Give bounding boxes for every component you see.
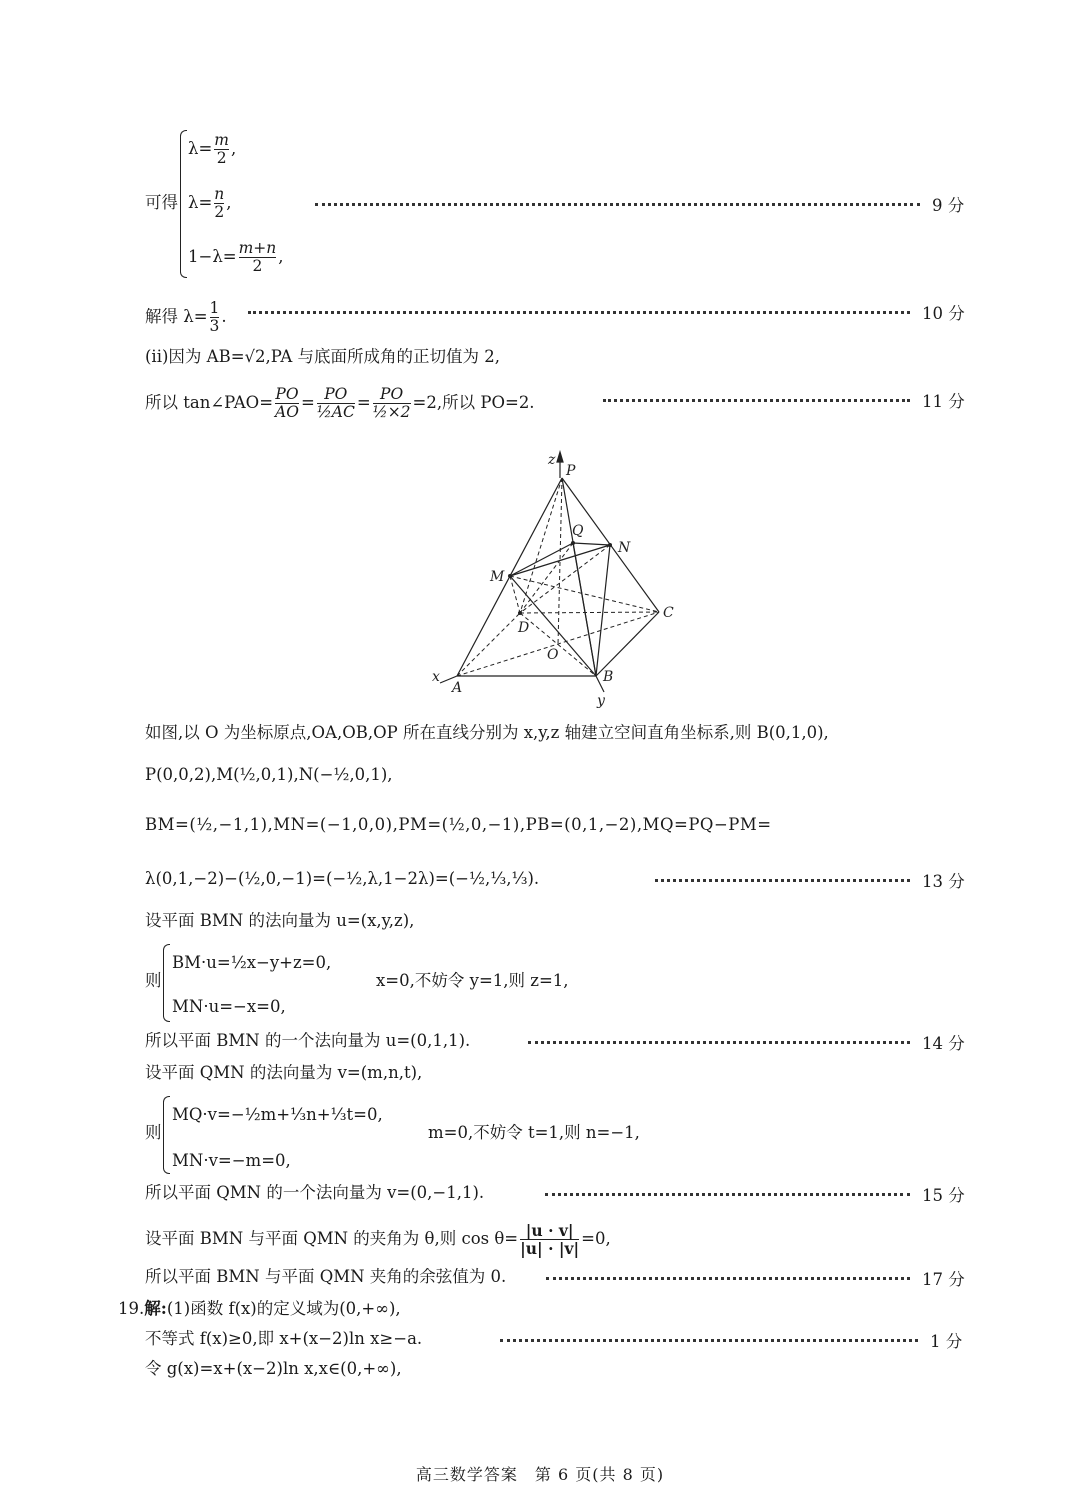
label-M: M [490, 569, 505, 585]
q19-line-1: 19.解:(1)函数 f(x)的定义域为(0,+∞), [118, 1299, 401, 1318]
label-z: z [548, 452, 556, 468]
edge-BQ [573, 543, 596, 676]
label-N: N [618, 540, 631, 556]
cos-line: 设平面 BMN 与平面 QMN 的夹角为 θ,则 cos θ= $\frac{|u \cdot v|}{|u| \cdot |v|}$ =0, [145, 1221, 611, 1258]
point-D [518, 611, 522, 615]
part-ii-line: (ii)因为 AB=√2,PA 与底面所成角的正切值为 2, [145, 347, 501, 366]
normal-v-result: 所以平面 QMN 的一个法向量为 v=(0,−1,1). [145, 1183, 485, 1202]
score-14: 14 分 [922, 1034, 965, 1053]
normal-v-tail: m=0,不妨令 t=1,则 n=−1, [428, 1123, 640, 1142]
label-Q: Q [572, 523, 584, 539]
label-x: x [432, 669, 440, 685]
vector-line-2: λ(0,1,−2)−(½,0,−1)=(−½,λ,1−2λ)=(−½,⅓,⅓). [145, 869, 540, 888]
normal-u-eq2: MN·u=−x=0, [172, 997, 286, 1016]
system-prefix: 可得 [145, 193, 178, 212]
point-N [608, 543, 612, 547]
score-17: 17 分 [922, 1270, 965, 1289]
label-C: C [663, 605, 674, 621]
then-label: 则 [145, 1123, 162, 1142]
coord-line: 如图,以 O 为坐标原点,OA,OB,OP 所在直线分别为 x,y,z 轴建立空间直角坐标系,则 B(0,1,0), [145, 723, 829, 742]
then-label: 则 [145, 971, 162, 990]
edge-DB [520, 613, 596, 676]
page-footer: 高三数学答案 第 6 页(共 8 页) [415, 1465, 665, 1484]
dot-leader [546, 1277, 910, 1280]
label-A: A [452, 680, 463, 696]
score-9: 9 分 [932, 196, 965, 215]
score-1: 1 分 [930, 1332, 963, 1351]
label-P: P [566, 463, 576, 479]
dot-leader [528, 1041, 910, 1044]
point-M [508, 574, 512, 578]
edge-QN [573, 543, 610, 545]
label-B: B [603, 669, 614, 685]
score-15: 15 分 [922, 1186, 965, 1205]
normal-u-eq1: BM·u=½x−y+z=0, [172, 953, 332, 972]
solve-line: 解得 λ= $\frac{1}{3}$ . [145, 299, 227, 335]
normal-u-tail: x=0,不妨令 y=1,则 z=1, [376, 971, 569, 990]
label-y: y [597, 693, 605, 709]
normal-u-result: 所以平面 BMN 的一个法向量为 u=(0,1,1). [145, 1031, 471, 1050]
edge-AD [457, 613, 520, 676]
point-Q [571, 541, 575, 545]
q19-line-2: 不等式 f(x)≥0,即 x+(x−2)ln x≥−a. [145, 1329, 423, 1348]
dot-leader [655, 879, 910, 882]
left-brace [163, 944, 170, 1022]
normal-v-eq2: MN·v=−m=0, [172, 1151, 291, 1170]
points-line: P(0,0,2),M(½,0,1),N(−½,0,1), [145, 765, 393, 784]
system-row-1: λ= $\frac{m}{2}$ , [188, 131, 237, 167]
normal-v-eq1: MQ·v=−½m+⅓n+⅓t=0, [172, 1105, 383, 1124]
label-D: D [518, 620, 530, 636]
score-13: 13 分 [922, 872, 965, 891]
system-row-2: λ= $\frac{n}{2}$ , [188, 185, 232, 221]
score-10: 10 分 [922, 304, 965, 323]
score-11: 11 分 [922, 392, 965, 411]
normal-v-setup: 设平面 QMN 的法向量为 v=(m,n,t), [145, 1063, 423, 1082]
edge-BN [596, 545, 610, 676]
tan-line: 所以 tan∠PAO= $\frac{PO}{AO}$ = $\frac{PO}{\text{½AC}}$ = $\frac{PO}{\text{½×2}}$ =2,所以 PO=2. [145, 385, 535, 421]
label-O: O [547, 647, 559, 663]
normal-u-setup: 设平面 BMN 的法向量为 u=(x,y,z), [145, 911, 415, 930]
z-arrow [557, 452, 563, 462]
dot-leader [545, 1193, 910, 1196]
left-brace [163, 1096, 170, 1174]
system-row-3: 1−λ= $\frac{m+n}{2}$ , [188, 239, 284, 275]
edge-QD [520, 543, 573, 613]
q19-line-3: 令 g(x)=x+(x−2)ln x,x∈(0,+∞), [145, 1359, 402, 1378]
vector-line-1: BM=(½,−1,1),MN=(−1,0,0),PM=(½,0,−1),PB=(0,1,−2),MQ=PQ−PM= [145, 815, 772, 834]
final-line: 所以平面 BMN 与平面 QMN 夹角的余弦值为 0. [145, 1267, 507, 1286]
dot-leader [500, 1339, 918, 1342]
